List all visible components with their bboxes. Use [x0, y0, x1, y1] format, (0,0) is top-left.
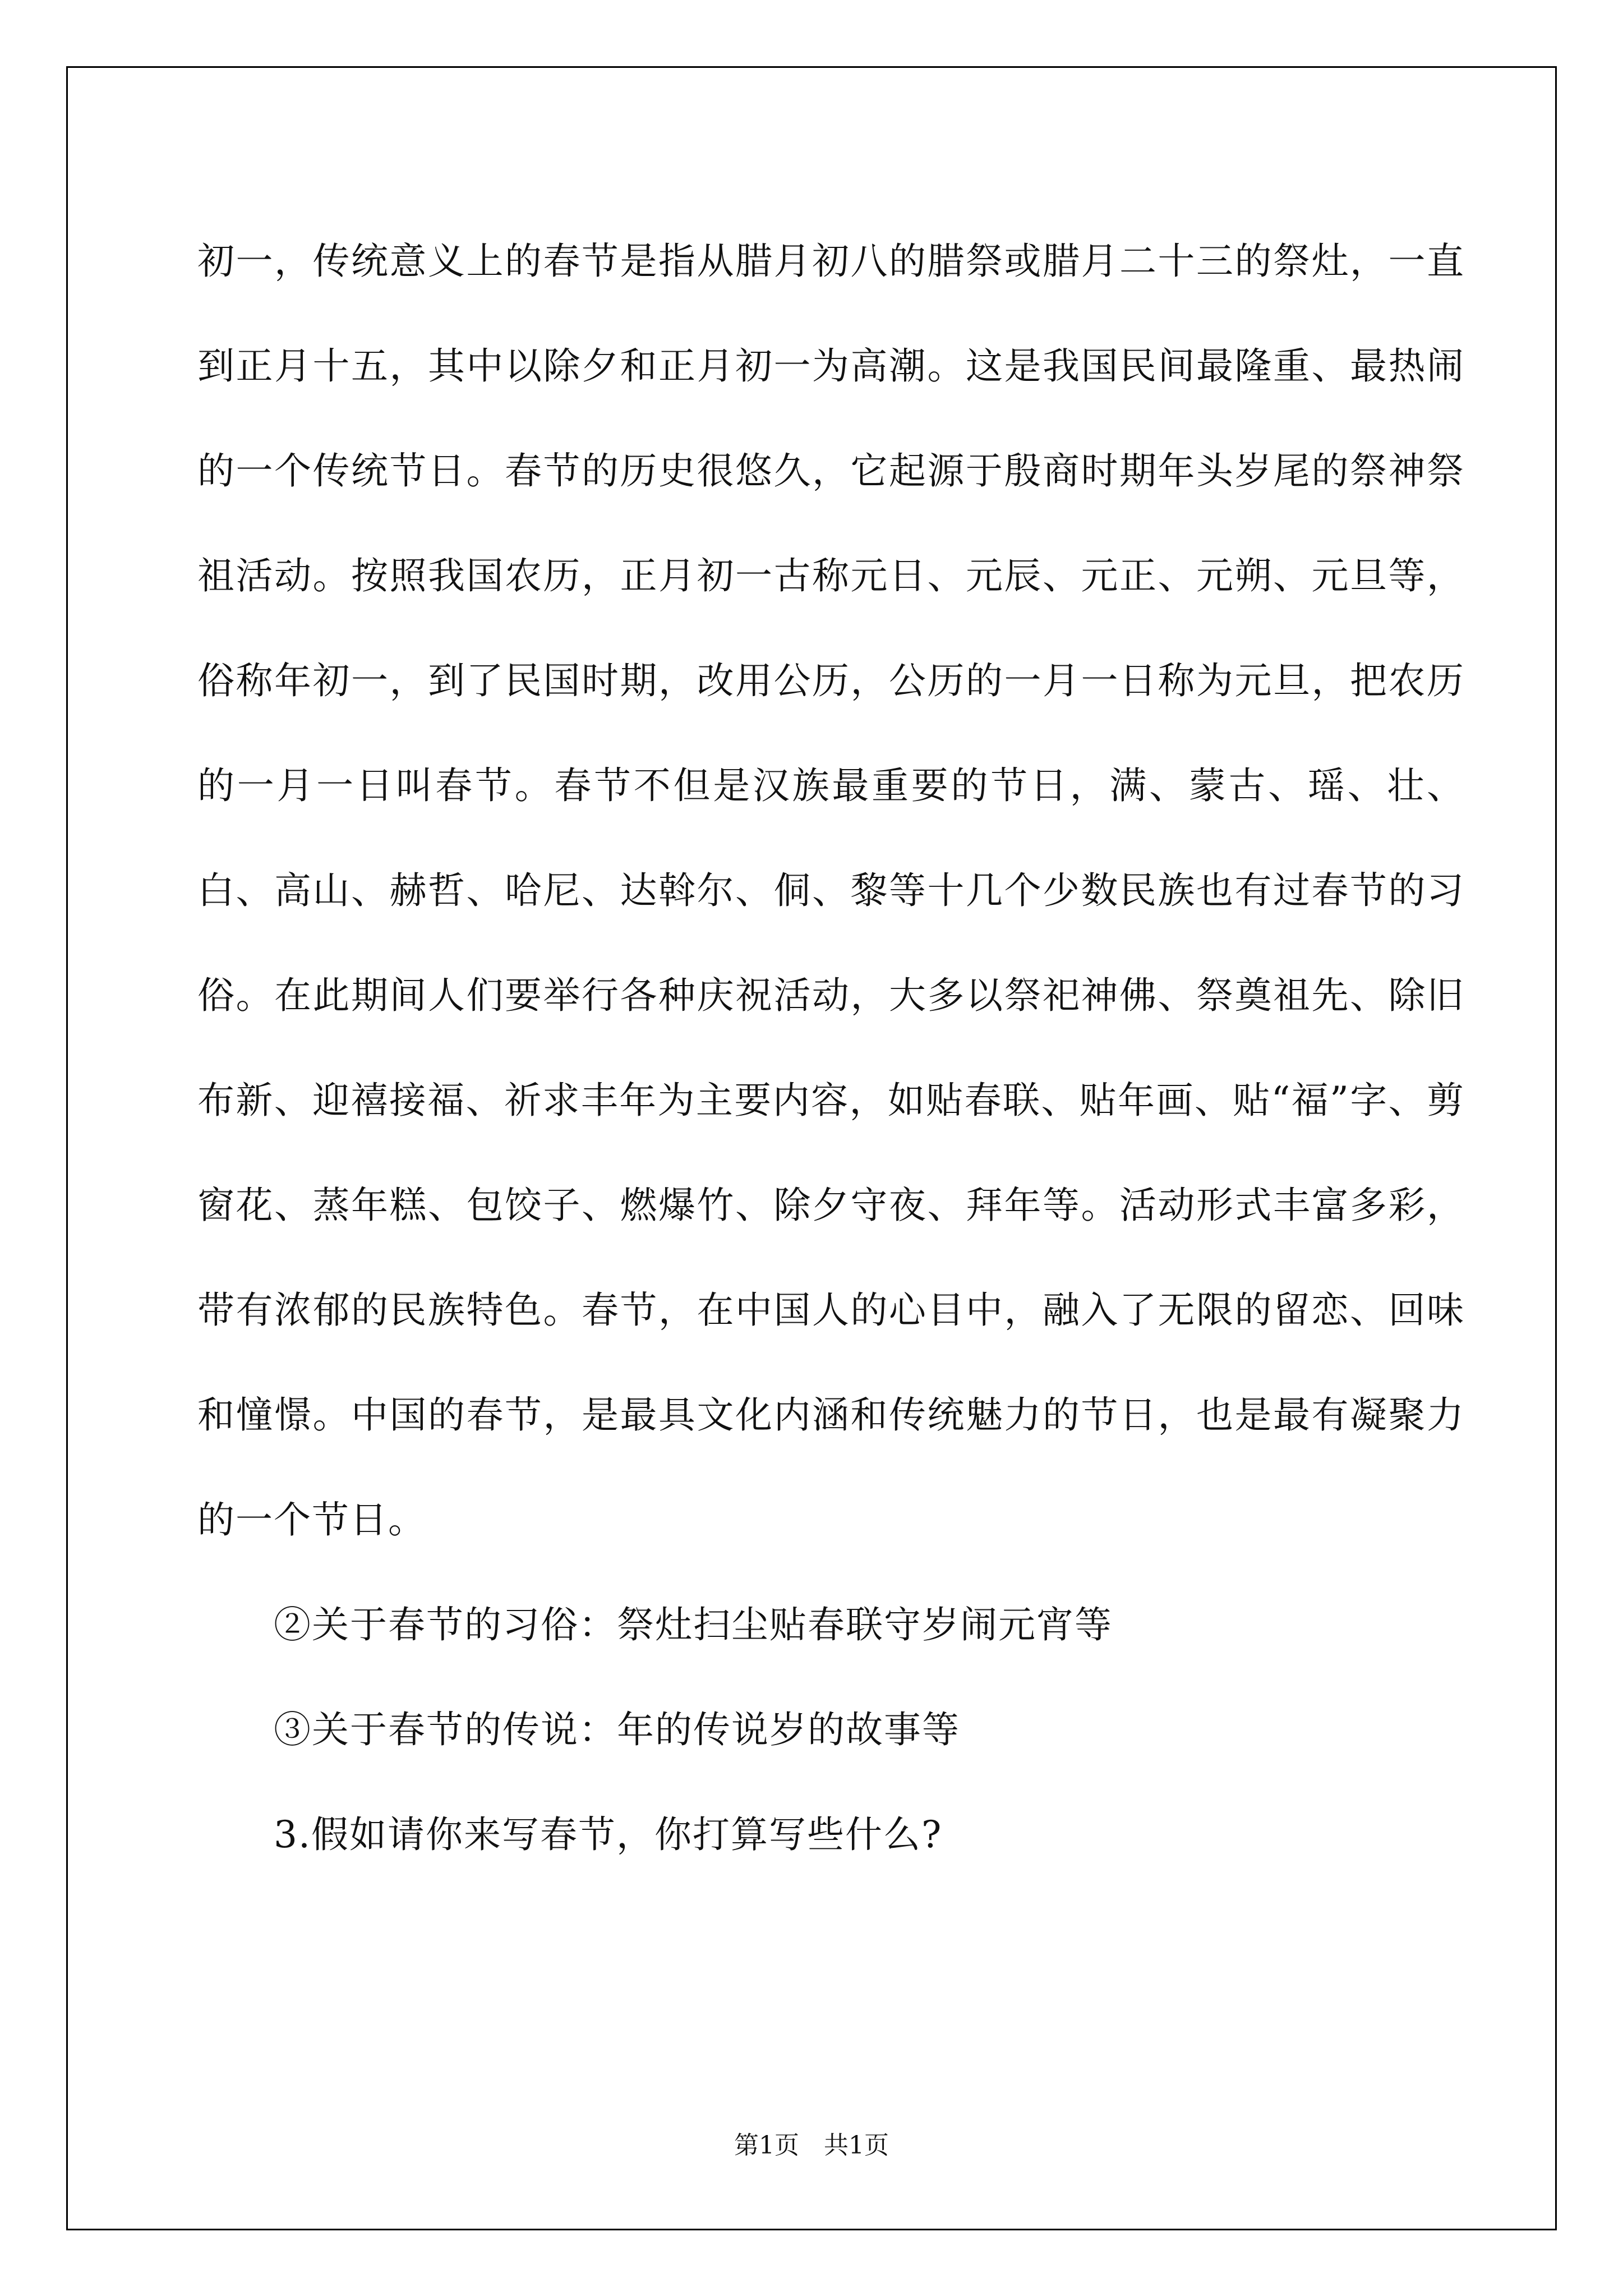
- question-item: 3.假如请你来写春节，你打算写些什么?: [274, 1813, 943, 1856]
- custom-item: ②关于春节的习俗：祭灶扫尘贴春联守岁闹元宵等: [274, 1603, 1113, 1646]
- document-body: [197, 209, 1465, 1887]
- legend-item: ③关于春节的传说：年的传说岁的故事等: [274, 1708, 960, 1751]
- page-footer: 第1页 共1页: [734, 2131, 889, 2160]
- main-paragraph: 初一，传统意义上的春节是指从腊月初八的腊祭或腊月二十三的祭灶，一直到正月十五，其中以除夕和正月初一为高潮。这是我国民间最隆重、最热闹的一个传统节日。春节的历史很悠久，它起源于殷商时期年头岁尾的祭神祭祖活动。按照我国农历，正月初一古称元日、元辰、元正、元朔、元旦等，俗称年初一，到了民国时期，改用公历，公历的一月一日称为元旦，把农历的一月一日叫春节。春节不但是汉族最重要的节日，满、蒙古、瑶、壮、白、高山、赫哲、哈尼、达斡尔、侗、黎等十几个少数民族也有过春节的习俗。在此期间人们要举行各种庆祝活动，大多以祭祀神佛、祭奠祖先、除旧布新、迎禧接福、祈求丰年为主要内容，如贴春联、贴年画、贴“福”字、剪窗花、蒸年糕、包饺子、燃爆竹、除夕守夜、拜年等。活动形式丰富多彩，带有浓郁的民族特色。春节，在中国人的心目中，融入了无限的留恋、回味和憧憬。中国的春节，是最具文化内涵和传统魅力的节日，也是最有凝聚力的一个节日。: [197, 240, 1465, 1542]
